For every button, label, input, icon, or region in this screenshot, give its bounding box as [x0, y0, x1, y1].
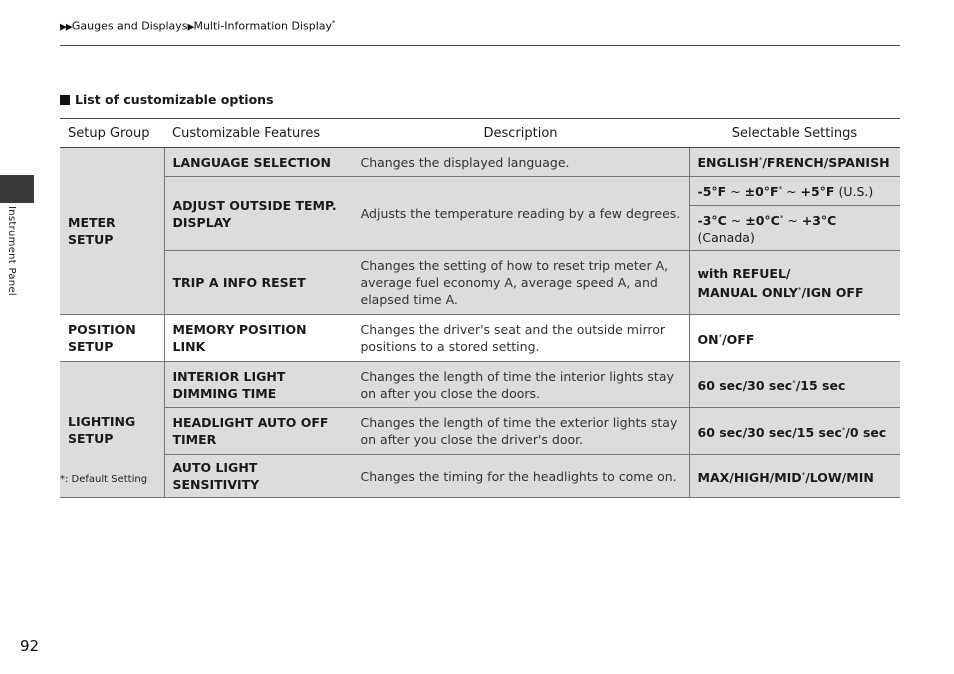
setting-temp-us: -5°F ~ ±0°F* ~ +5°F (U.S.)	[689, 177, 900, 206]
table-row	[60, 455, 900, 498]
breadcrumb-item-gauges[interactable]: Gauges and Displays	[71, 19, 188, 33]
setting-trip-a: with REFUEL/ MANUAL ONLY*/IGN OFF	[689, 251, 900, 315]
header-settings: Selectable Settings	[689, 119, 900, 148]
table-row	[60, 251, 900, 315]
feature-interior-light: INTERIOR LIGHT DIMMING TIME	[164, 362, 352, 408]
setting-headlight-timer: 60 sec/30 sec/15 sec*/0 sec	[689, 408, 900, 455]
description-outside-temp: Adjusts the temperature reading by a few degrees.	[352, 177, 689, 251]
setting-memory-position: ON*/OFF	[689, 315, 900, 362]
feature-auto-light: AUTO LIGHT SENSITIVITY	[164, 455, 352, 498]
group-lighting-setup: LIGHTING SETUP	[60, 362, 164, 498]
feature-language: LANGUAGE SELECTION	[164, 148, 352, 177]
setting-interior-light: 60 sec/30 sec*/15 sec	[689, 362, 900, 408]
options-table	[60, 118, 900, 498]
table-row	[60, 362, 900, 408]
breadcrumb-mark: *	[332, 19, 336, 27]
description-interior-light: Changes the length of time the interior lights stay on after you close the doors.	[352, 362, 689, 408]
feature-outside-temp: ADJUST OUTSIDE TEMP. DISPLAY	[164, 177, 352, 251]
side-tab	[0, 175, 34, 203]
table-row	[60, 177, 900, 206]
side-label: Instrument Panel	[6, 206, 17, 296]
header-setup-group: Setup Group	[60, 119, 164, 148]
table-header-row	[60, 119, 900, 148]
description-headlight-timer: Changes the length of time the exterior lights stay on after you close the driver's door.	[352, 408, 689, 455]
breadcrumb-separator-icon: ▶	[187, 22, 194, 33]
breadcrumb-arrows-icon: ▶▶	[60, 22, 72, 33]
section-title	[60, 92, 274, 107]
description-language: Changes the displayed language.	[352, 148, 689, 177]
description-auto-light: Changes the timing for the headlights to come on.	[352, 455, 689, 498]
feature-headlight-timer: HEADLIGHT AUTO OFF TIMER	[164, 408, 352, 455]
table-row	[60, 408, 900, 455]
table-row	[60, 315, 900, 362]
footnote: *: Default Setting	[60, 474, 148, 485]
group-meter-setup: METER SETUP	[60, 148, 164, 315]
page-number: 92	[20, 637, 40, 655]
group-position-setup: POSITION SETUP	[60, 315, 164, 362]
setting-temp-canada: -3°C ~ ±0°C* ~ +3°C (Canada)	[689, 206, 900, 251]
setting-language: ENGLISH*/FRENCH/SPANISH	[689, 148, 900, 177]
header-description: Description	[352, 119, 689, 148]
setting-auto-light: MAX/HIGH/MID*/LOW/MIN	[689, 455, 900, 498]
table-row	[60, 148, 900, 177]
description-trip-a: Changes the setting of how to reset trip meter A, average fuel economy A, average speed A, and elapsed time A.	[352, 251, 689, 315]
feature-trip-a: TRIP A INFO RESET	[164, 251, 352, 315]
breadcrumb-item-mid[interactable]: Multi-Information Display	[193, 19, 333, 33]
section-title-text: List of customizable options	[75, 92, 274, 107]
breadcrumb	[60, 19, 336, 33]
description-memory-position: Changes the driver's seat and the outside mirror positions to a stored setting.	[352, 315, 689, 362]
header-features: Customizable Features	[164, 119, 352, 148]
header-rule	[60, 45, 900, 46]
feature-memory-position: MEMORY POSITION LINK	[164, 315, 352, 362]
square-bullet-icon	[60, 95, 70, 105]
